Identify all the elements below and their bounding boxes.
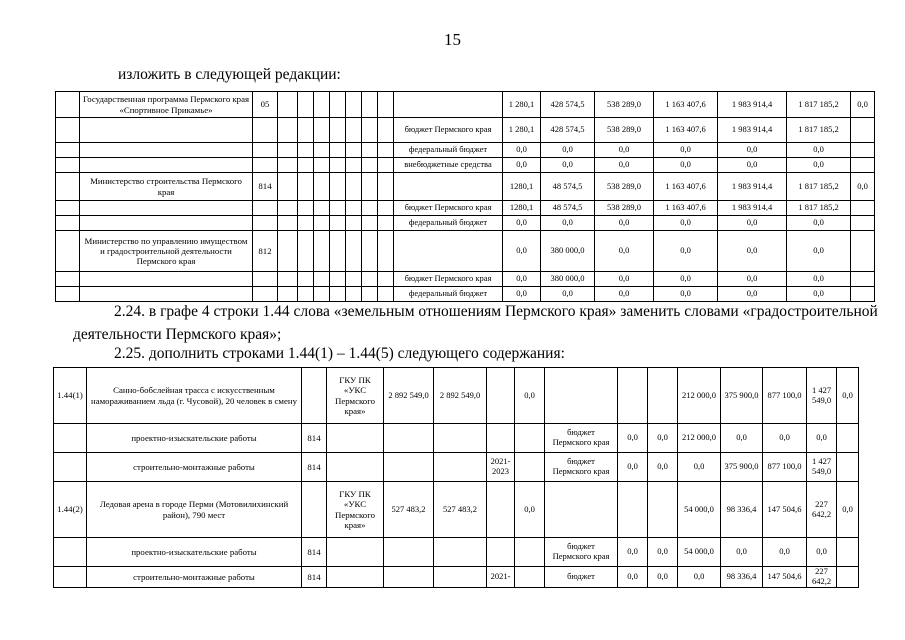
table-row <box>56 158 875 173</box>
code-cell: 814 <box>253 173 278 201</box>
funding-source-cell: федеральный бюджет <box>394 287 503 302</box>
empty-cell <box>56 231 80 272</box>
amount-cell: 0,0 <box>648 567 678 588</box>
program-name-cell <box>80 287 253 302</box>
empty-cell <box>362 272 378 287</box>
funding-source-cell: бюджет Пермского края <box>545 453 618 482</box>
amount-cell: 98 336,4 <box>721 482 763 538</box>
empty-cell <box>298 216 314 231</box>
amount-cell <box>851 216 875 231</box>
empty-cell <box>298 173 314 201</box>
empty-cell <box>346 158 362 173</box>
amount-cell: 1 163 407,6 <box>654 173 718 201</box>
amount-cell <box>837 538 859 567</box>
empty-cell <box>278 158 298 173</box>
amount-cell: 0,0 <box>654 272 718 287</box>
amount-cell: 0,0 <box>595 158 654 173</box>
empty-cell <box>314 287 330 302</box>
table-row <box>54 424 859 453</box>
empty-cell <box>298 158 314 173</box>
amount-cell: 48 574,5 <box>541 173 595 201</box>
empty-cell <box>362 173 378 201</box>
table-row <box>56 231 875 272</box>
amount-cell <box>515 424 545 453</box>
amount-cell: 48 574,5 <box>541 201 595 216</box>
amount-cell <box>837 424 859 453</box>
program-name-cell <box>80 216 253 231</box>
program-name-cell <box>80 201 253 216</box>
empty-cell <box>346 201 362 216</box>
amount-cell: 0,0 <box>787 272 851 287</box>
amount-cell <box>851 201 875 216</box>
amount-cell: 0,0 <box>721 538 763 567</box>
empty-cell <box>378 201 394 216</box>
empty-cell <box>378 118 394 143</box>
amount-cell: 0,0 <box>595 272 654 287</box>
code-cell <box>253 287 278 302</box>
program-name-cell <box>80 143 253 158</box>
amount-cell <box>515 538 545 567</box>
amount-cell <box>515 453 545 482</box>
empty-cell <box>56 173 80 201</box>
funding-source-cell <box>545 482 618 538</box>
amount-cell <box>837 453 859 482</box>
amount-cell: 1280,1 <box>503 201 541 216</box>
amount-cell <box>648 368 678 424</box>
code-cell <box>253 201 278 216</box>
amount-cell: 0,0 <box>807 538 837 567</box>
years-cell: 2021- <box>487 567 515 588</box>
table-row <box>54 482 859 538</box>
amount-cell: 877 100,0 <box>763 453 807 482</box>
amount-cell: 0,0 <box>787 143 851 158</box>
organization-cell: ГКУ ПК «УКС Пермского края» <box>327 368 384 424</box>
amount-cell: 538 289,0 <box>595 201 654 216</box>
amount-cell: 1 817 185,2 <box>787 118 851 143</box>
amount-cell: 1 280,1 <box>503 118 541 143</box>
amount-cell: 212 000,0 <box>678 424 721 453</box>
funding-source-cell: внебюджетные средства <box>394 158 503 173</box>
empty-cell <box>278 231 298 272</box>
amount-cell: 538 289,0 <box>595 118 654 143</box>
amount-cell: 1 983 914,4 <box>718 201 787 216</box>
objects-table <box>53 367 859 588</box>
empty-cell <box>298 92 314 118</box>
table-row <box>54 368 859 424</box>
funding-source-cell <box>394 92 503 118</box>
empty-cell <box>378 143 394 158</box>
amount-cell: 380 000,0 <box>541 272 595 287</box>
amount-cell: 1 983 914,4 <box>718 118 787 143</box>
para-2-24-line2: деятельности Пермского края»; <box>73 326 282 343</box>
amount-cell: 227 642,2 <box>807 567 837 588</box>
amount-cell: 0,0 <box>654 287 718 302</box>
amount-cell <box>434 538 487 567</box>
empty-cell <box>330 92 346 118</box>
empty-cell <box>378 158 394 173</box>
code-cell <box>253 143 278 158</box>
empty-cell <box>56 143 80 158</box>
empty-cell <box>346 143 362 158</box>
amount-cell <box>618 482 648 538</box>
empty-cell <box>298 143 314 158</box>
program-name-cell: Министерство строительства Пермского края <box>80 173 253 201</box>
funding-source-cell: бюджет Пермского края <box>394 201 503 216</box>
amount-cell: 147 504,6 <box>763 567 807 588</box>
empty-cell <box>362 158 378 173</box>
empty-cell <box>378 287 394 302</box>
program-name-cell: Государственная программа Пермского края «Спортивное Прикамье» <box>80 92 253 118</box>
empty-cell <box>278 272 298 287</box>
row-number-cell: 1.44(2) <box>54 482 87 538</box>
amount-cell: 0,0 <box>503 158 541 173</box>
empty-cell <box>278 173 298 201</box>
empty-cell <box>56 216 80 231</box>
amount-cell: 0,0 <box>763 538 807 567</box>
code-cell <box>253 216 278 231</box>
amount-cell: 0,0 <box>787 158 851 173</box>
amount-cell <box>648 482 678 538</box>
amount-cell: 212 000,0 <box>678 368 721 424</box>
empty-cell <box>346 118 362 143</box>
amount-cell: 0,0 <box>718 272 787 287</box>
program-name-cell <box>80 158 253 173</box>
amount-cell: 147 504,6 <box>763 482 807 538</box>
amount-cell: 538 289,0 <box>595 173 654 201</box>
empty-cell <box>314 143 330 158</box>
amount-cell: 0,0 <box>718 158 787 173</box>
empty-cell <box>378 272 394 287</box>
empty-cell <box>330 173 346 201</box>
code-cell <box>253 272 278 287</box>
empty-cell <box>362 231 378 272</box>
program-name-cell <box>80 272 253 287</box>
code-cell: 814 <box>302 567 327 588</box>
empty-cell <box>298 272 314 287</box>
empty-cell <box>330 158 346 173</box>
amount-cell: 1 983 914,4 <box>718 173 787 201</box>
years-cell: 2021-2023 <box>487 453 515 482</box>
object-name-cell: Ледовая арена в городе Перми (Мотовилихинский район), 790 мест <box>87 482 302 538</box>
organization-cell <box>327 453 384 482</box>
amount-cell: 380 000,0 <box>541 231 595 272</box>
table-row <box>54 538 859 567</box>
organization-cell: ГКУ ПК «УКС Пермского края» <box>327 482 384 538</box>
amount-cell <box>384 567 434 588</box>
empty-cell <box>278 92 298 118</box>
empty-cell <box>362 201 378 216</box>
amount-cell: 1 817 185,2 <box>787 201 851 216</box>
empty-cell <box>330 272 346 287</box>
amount-cell <box>618 368 648 424</box>
amount-cell: 0,0 <box>654 158 718 173</box>
object-name-cell: Санно-бобслейная трасса с искусственным намораживанием льда (г. Чусовой), 20 человек в смену <box>87 368 302 424</box>
amount-cell <box>384 424 434 453</box>
amount-cell: 54 000,0 <box>678 482 721 538</box>
empty-cell <box>298 287 314 302</box>
empty-cell <box>346 231 362 272</box>
amount-cell: 375 900,0 <box>721 368 763 424</box>
amount-cell: 0,0 <box>654 231 718 272</box>
empty-cell <box>278 287 298 302</box>
funding-source-cell: бюджет Пермского края <box>394 272 503 287</box>
amount-cell: 0,0 <box>503 272 541 287</box>
empty-cell <box>314 92 330 118</box>
empty-cell <box>314 158 330 173</box>
amount-cell: 0,0 <box>503 143 541 158</box>
amount-cell: 0,0 <box>541 143 595 158</box>
amount-cell <box>434 424 487 453</box>
amount-cell: 0,0 <box>837 368 859 424</box>
amount-cell: 0,0 <box>787 216 851 231</box>
amount-cell: 538 289,0 <box>595 92 654 118</box>
amount-cell: 0,0 <box>837 482 859 538</box>
object-name-cell: строительно-монтажные работы <box>87 453 302 482</box>
organization-cell <box>327 538 384 567</box>
amount-cell <box>851 118 875 143</box>
amount-cell: 0,0 <box>648 424 678 453</box>
amount-cell <box>515 567 545 588</box>
empty-cell <box>56 272 80 287</box>
amount-cell: 2 892 549,0 <box>384 368 434 424</box>
code-cell <box>253 158 278 173</box>
empty-cell <box>56 158 80 173</box>
empty-cell <box>278 216 298 231</box>
empty-cell <box>346 173 362 201</box>
amount-cell: 0,0 <box>541 287 595 302</box>
empty-cell <box>362 216 378 231</box>
funding-source-cell: бюджет Пермского края <box>394 118 503 143</box>
funding-source-cell: федеральный бюджет <box>394 143 503 158</box>
empty-cell <box>314 201 330 216</box>
table-row <box>56 201 875 216</box>
amount-cell: 2 892 549,0 <box>434 368 487 424</box>
amount-cell <box>837 567 859 588</box>
amount-cell: 0,0 <box>595 216 654 231</box>
table-row <box>56 287 875 302</box>
empty-cell <box>278 143 298 158</box>
empty-cell <box>330 143 346 158</box>
amount-cell <box>851 158 875 173</box>
program-name-cell <box>80 118 253 143</box>
code-cell <box>302 368 327 424</box>
table-row <box>56 143 875 158</box>
amount-cell: 0,0 <box>618 453 648 482</box>
amount-cell <box>434 453 487 482</box>
empty-cell <box>362 287 378 302</box>
amount-cell: 0,0 <box>618 567 648 588</box>
amount-cell: 0,0 <box>718 143 787 158</box>
amount-cell: 1 817 185,2 <box>787 173 851 201</box>
amount-cell: 0,0 <box>718 287 787 302</box>
row-number-cell <box>54 538 87 567</box>
table-row <box>54 567 859 588</box>
para-2-24-line1: 2.24. в графе 4 строки 1.44 слова «земельным отношениям Пермского края» заменить словами «градостроительной <box>114 303 878 320</box>
para-2-25: 2.25. дополнить строками 1.44(1) – 1.44(5) следующего содержания: <box>114 345 565 362</box>
amount-cell <box>384 453 434 482</box>
amount-cell: 98 336,4 <box>721 567 763 588</box>
amount-cell: 877 100,0 <box>763 368 807 424</box>
code-cell <box>253 118 278 143</box>
amount-cell: 0,0 <box>678 567 721 588</box>
empty-cell <box>56 287 80 302</box>
empty-cell <box>330 231 346 272</box>
amount-cell: 375 900,0 <box>721 453 763 482</box>
amount-cell: 0,0 <box>807 424 837 453</box>
funding-source-cell: бюджет Пермского края <box>545 424 618 453</box>
row-number-cell <box>54 567 87 588</box>
amount-cell: 54 000,0 <box>678 538 721 567</box>
table-row <box>56 272 875 287</box>
amount-cell <box>384 538 434 567</box>
empty-cell <box>362 143 378 158</box>
table-row <box>56 92 875 118</box>
empty-cell <box>298 201 314 216</box>
amount-cell: 0,0 <box>787 231 851 272</box>
empty-cell <box>346 92 362 118</box>
intro-text: изложить в следующей редакции: <box>118 66 341 83</box>
object-name-cell: проектно-изыскательские работы <box>87 538 302 567</box>
empty-cell <box>298 231 314 272</box>
empty-cell <box>330 118 346 143</box>
amount-cell: 527 483,2 <box>434 482 487 538</box>
amount-cell: 428 574,5 <box>541 92 595 118</box>
funding-source-cell <box>394 231 503 272</box>
amount-cell: 1 983 914,4 <box>718 92 787 118</box>
amount-cell: 1 163 407,6 <box>654 201 718 216</box>
code-cell: 812 <box>253 231 278 272</box>
empty-cell <box>298 118 314 143</box>
row-number-cell: 1.44(1) <box>54 368 87 424</box>
amount-cell: 227 642,2 <box>807 482 837 538</box>
amount-cell: 1 280,1 <box>503 92 541 118</box>
amount-cell <box>851 143 875 158</box>
amount-cell: 0,0 <box>648 538 678 567</box>
amount-cell: 1 427 549,0 <box>807 453 837 482</box>
empty-cell <box>346 272 362 287</box>
row-number-cell <box>54 453 87 482</box>
empty-cell <box>278 118 298 143</box>
years-cell <box>487 424 515 453</box>
years-cell <box>487 368 515 424</box>
amount-cell: 1 817 185,2 <box>787 92 851 118</box>
program-name-cell: Министерство по управлению имуществом и градостроительной деятельности Пермского края <box>80 231 253 272</box>
amount-cell: 0,0 <box>503 216 541 231</box>
amount-cell: 527 483,2 <box>384 482 434 538</box>
empty-cell <box>362 118 378 143</box>
empty-cell <box>330 287 346 302</box>
amount-cell: 0,0 <box>851 173 875 201</box>
amount-cell: 0,0 <box>718 216 787 231</box>
amount-cell: 0,0 <box>515 482 545 538</box>
empty-cell <box>56 92 80 118</box>
empty-cell <box>378 173 394 201</box>
years-cell <box>487 482 515 538</box>
amount-cell: 0,0 <box>654 216 718 231</box>
empty-cell <box>362 92 378 118</box>
amount-cell: 0,0 <box>503 231 541 272</box>
code-cell: 05 <box>253 92 278 118</box>
amount-cell: 0,0 <box>648 453 678 482</box>
empty-cell <box>378 92 394 118</box>
object-name-cell: строительно-монтажные работы <box>87 567 302 588</box>
amount-cell: 0,0 <box>595 143 654 158</box>
amount-cell: 0,0 <box>503 287 541 302</box>
amount-cell <box>851 272 875 287</box>
amount-cell <box>434 567 487 588</box>
funding-source-cell: бюджет Пермского края <box>545 538 618 567</box>
amount-cell: 1 427 549,0 <box>807 368 837 424</box>
code-cell <box>302 482 327 538</box>
empty-cell <box>346 287 362 302</box>
amount-cell: 0,0 <box>595 287 654 302</box>
table-row <box>56 118 875 143</box>
empty-cell <box>378 231 394 272</box>
amount-cell: 0,0 <box>787 287 851 302</box>
code-cell: 814 <box>302 453 327 482</box>
years-cell <box>487 538 515 567</box>
funding-source-cell: федеральный бюджет <box>394 216 503 231</box>
organization-cell <box>327 424 384 453</box>
empty-cell <box>56 118 80 143</box>
empty-cell <box>330 216 346 231</box>
funding-source-cell: бюджет <box>545 567 618 588</box>
object-name-cell: проектно-изыскательские работы <box>87 424 302 453</box>
amount-cell: 0,0 <box>654 143 718 158</box>
amount-cell: 0,0 <box>721 424 763 453</box>
amount-cell: 0,0 <box>618 538 648 567</box>
funding-source-cell <box>394 173 503 201</box>
empty-cell <box>314 272 330 287</box>
empty-cell <box>346 216 362 231</box>
amount-cell <box>851 231 875 272</box>
amount-cell: 1 163 407,6 <box>654 118 718 143</box>
amount-cell: 1 163 407,6 <box>654 92 718 118</box>
empty-cell <box>314 231 330 272</box>
page-number: 15 <box>444 30 461 49</box>
empty-cell <box>314 173 330 201</box>
amount-cell: 0,0 <box>515 368 545 424</box>
code-cell: 814 <box>302 538 327 567</box>
empty-cell <box>278 201 298 216</box>
table-row <box>54 453 859 482</box>
empty-cell <box>56 201 80 216</box>
amount-cell: 1280,1 <box>503 173 541 201</box>
empty-cell <box>378 216 394 231</box>
amount-cell <box>851 287 875 302</box>
amount-cell: 0,0 <box>541 158 595 173</box>
amount-cell: 0,0 <box>763 424 807 453</box>
table-row <box>56 216 875 231</box>
amount-cell: 0,0 <box>851 92 875 118</box>
amount-cell: 0,0 <box>618 424 648 453</box>
amount-cell: 0,0 <box>678 453 721 482</box>
program-funding-table <box>55 91 875 302</box>
table-row <box>56 173 875 201</box>
empty-cell <box>314 216 330 231</box>
funding-source-cell <box>545 368 618 424</box>
code-cell: 814 <box>302 424 327 453</box>
amount-cell: 428 574,5 <box>541 118 595 143</box>
amount-cell: 0,0 <box>718 231 787 272</box>
row-number-cell <box>54 424 87 453</box>
amount-cell: 0,0 <box>595 231 654 272</box>
empty-cell <box>330 201 346 216</box>
organization-cell <box>327 567 384 588</box>
empty-cell <box>314 118 330 143</box>
amount-cell: 0,0 <box>541 216 595 231</box>
